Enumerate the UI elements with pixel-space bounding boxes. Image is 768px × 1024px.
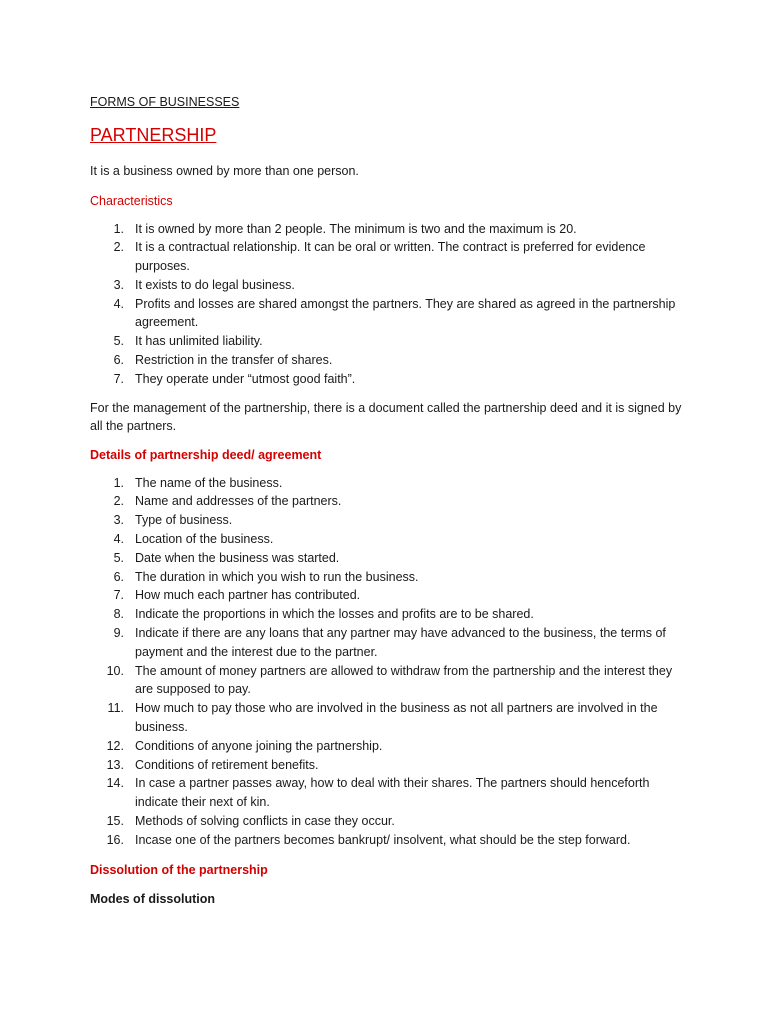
list-item: [90, 812, 688, 831]
list-item-number: 1.: [113, 475, 124, 490]
list-item-text: It exists to do legal business.: [135, 277, 295, 292]
list-item-text: The name of the business.: [135, 475, 283, 490]
list-item-number: 5.: [113, 550, 124, 565]
list-item-text: It has unlimited liability.: [135, 334, 263, 349]
list-item-number: 15.: [106, 814, 124, 829]
list-item: [90, 530, 688, 549]
list-item-number: 5.: [113, 334, 124, 349]
list-item-number: 1.: [113, 221, 124, 236]
list-item: [90, 756, 688, 775]
list-item-number: 13.: [106, 757, 124, 772]
list-item-text: Methods of solving conflicts in case they occur.: [135, 814, 395, 829]
list-item: [90, 549, 688, 568]
list-item-number: 4.: [113, 296, 124, 311]
characteristics-heading: Characteristics: [90, 193, 173, 208]
list-item-text: Restriction in the transfer of shares.: [135, 353, 333, 368]
dissolution-heading: Dissolution of the partnership: [90, 862, 268, 877]
list-item-number: 9.: [113, 626, 124, 641]
list-item-text: It is owned by more than 2 people. The minimum is two and the maximum is 20.: [135, 221, 577, 236]
list-item-text: Name and addresses of the partners.: [135, 494, 342, 509]
list-item-number: 6.: [113, 353, 124, 368]
list-item: [90, 699, 688, 737]
list-item-number: 7.: [113, 588, 124, 603]
characteristics-list: [90, 220, 688, 389]
list-item-text: Type of business.: [135, 513, 233, 528]
list-item: [90, 737, 688, 756]
list-item: [90, 511, 688, 530]
list-item: [90, 831, 688, 850]
document-heading: FORMS OF BUSINESSES: [90, 95, 240, 109]
management-paragraph: For the management of the partnership, there is a document called the partnership deed and it is signed by all the partners.: [90, 400, 682, 434]
list-item-text: Profits and losses are shared amongst the partners. They are shared as agreed in the partnership agreement.: [135, 296, 676, 330]
list-item: [90, 492, 688, 511]
list-item-text: How much to pay those who are involved in the business as not all partners are involved in the business.: [135, 701, 658, 735]
list-item-number: 4.: [113, 532, 124, 547]
list-item-text: The amount of money partners are allowed to withdraw from the partnership and the interest they are supposed to pay.: [135, 663, 673, 697]
list-item-text: The duration in which you wish to run the business.: [135, 569, 419, 584]
list-item: [90, 774, 688, 812]
list-item: [90, 586, 688, 605]
list-item-text: Conditions of retirement benefits.: [135, 757, 319, 772]
page-title: PARTNERSHIP: [90, 125, 217, 145]
list-item-number: 2.: [113, 240, 124, 255]
list-item-number: 16.: [106, 832, 124, 847]
modes-of-dissolution-heading: Modes of dissolution: [90, 891, 215, 906]
list-item-text: Location of the business.: [135, 532, 274, 547]
list-item-number: 10.: [106, 663, 124, 678]
list-item: [90, 332, 688, 351]
list-item-number: 7.: [113, 371, 124, 386]
deed-details-list: [90, 474, 688, 850]
list-item-text: Indicate the proportions in which the losses and profits are to be shared.: [135, 607, 534, 622]
list-item: [90, 370, 688, 389]
intro-paragraph: It is a business owned by more than one person.: [90, 164, 359, 178]
list-item-text: Date when the business was started.: [135, 550, 340, 565]
list-item-number: 3.: [113, 513, 124, 528]
list-item-text: They operate under “utmost good faith”.: [135, 371, 356, 386]
list-item: [90, 351, 688, 370]
list-item-text: How much each partner has contributed.: [135, 588, 361, 603]
list-item-number: 14.: [106, 776, 124, 791]
list-item-number: 12.: [106, 738, 124, 753]
list-item-number: 11.: [107, 701, 124, 716]
list-item-number: 8.: [113, 607, 124, 622]
list-item: [90, 662, 688, 700]
list-item-number: 3.: [113, 277, 124, 292]
list-item: [90, 474, 688, 493]
list-item: [90, 568, 688, 587]
list-item-text: Incase one of the partners becomes bankrupt/ insolvent, what should be the step forward.: [135, 832, 631, 847]
list-item: [90, 295, 688, 333]
list-item-text: It is a contractual relationship. It can be oral or written. The contract is preferred for evidence purposes.: [135, 240, 646, 274]
list-item: [90, 238, 688, 276]
list-item-text: Conditions of anyone joining the partnership.: [135, 738, 383, 753]
list-item: [90, 276, 688, 295]
list-item-text: In case a partner passes away, how to deal with their shares. The partners should henceforth indicate their next of kin.: [135, 776, 650, 810]
list-item: [90, 624, 688, 662]
list-item: [90, 605, 688, 624]
list-item-text: Indicate if there are any loans that any partner may have advanced to the business, the terms of payment and the interest due to the partner.: [135, 626, 666, 659]
deed-heading: Details of partnership deed/ agreement: [90, 447, 322, 462]
list-item-number: 2.: [113, 494, 124, 509]
list-item-number: 6.: [113, 569, 124, 584]
list-item: [90, 220, 688, 239]
